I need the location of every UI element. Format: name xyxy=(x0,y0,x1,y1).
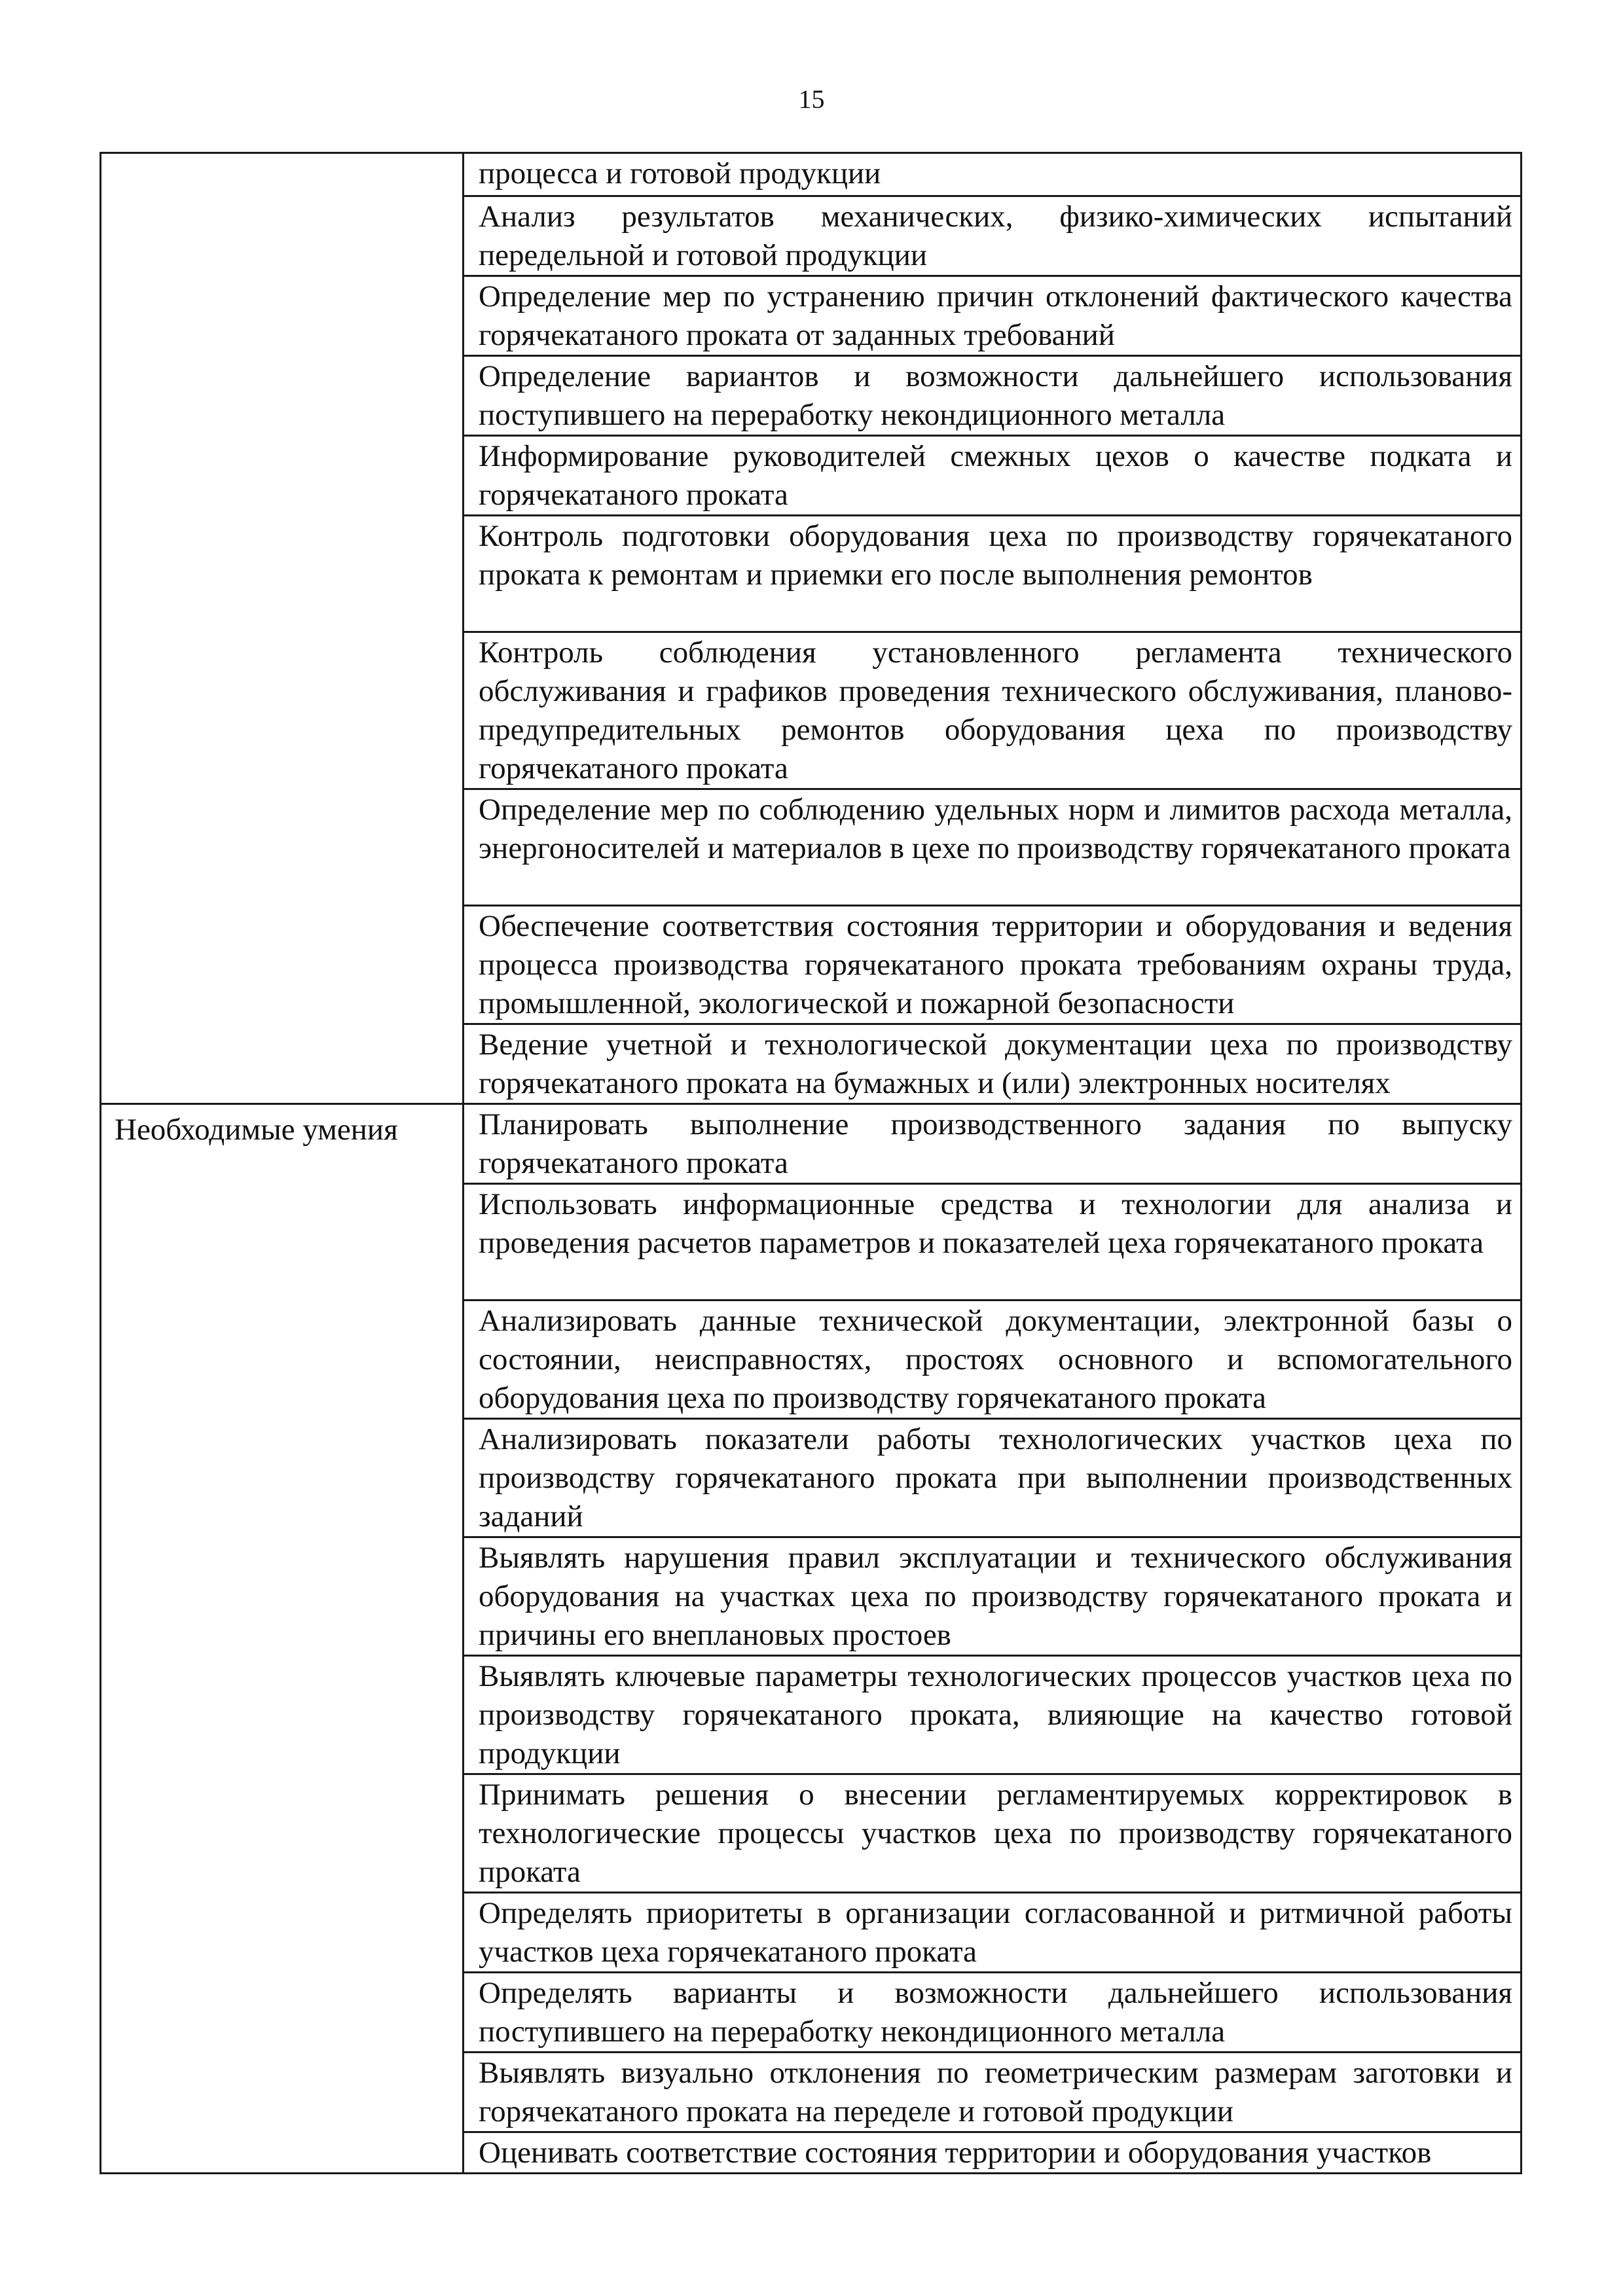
category-label: Необходимые умения xyxy=(115,1113,398,1147)
requirement-cell xyxy=(464,1774,1522,1893)
requirement-text: Определять варианты и возможности дальнейшего использования поступившего на переработку некондиционного металла xyxy=(479,1976,1512,2049)
requirement-cell xyxy=(464,1104,1522,1184)
requirements-table xyxy=(100,152,1522,2174)
requirement-text: Выявлять ключевые параметры технологических процессов участков цеха по производству горячекатаного проката, влияющие на качество готовой продукции xyxy=(479,1659,1512,1770)
requirement-cell xyxy=(464,1024,1522,1104)
requirement-text: Анализировать данные технической документации, электронной базы о состоянии, неисправностях, простоях основного и вспомогательного оборудования цеха по производству горячекатаного проката xyxy=(479,1304,1512,1415)
requirement-cell xyxy=(464,276,1522,356)
requirement-text: Определять приоритеты в организации согласованной и ритмичной работы участков цеха горячекатаного проката xyxy=(479,1896,1512,1969)
requirement-text: Определение вариантов и возможности дальнейшего использования поступившего на переработку некондиционного металла xyxy=(479,359,1512,432)
requirement-cell xyxy=(464,1537,1522,1656)
table-row xyxy=(101,1104,1522,1184)
requirement-cell xyxy=(464,2132,1522,2174)
table-row xyxy=(101,153,1522,196)
requirement-text: Информирование руководителей смежных цехов о качестве подката и горячекатаного проката xyxy=(479,439,1512,512)
requirement-cell xyxy=(464,356,1522,436)
requirement-cell xyxy=(464,906,1522,1024)
requirement-cell xyxy=(464,1973,1522,2053)
requirement-text: Анализировать показатели работы технологических участков цеха по производству горячекатаного проката при выполнении производственных заданий xyxy=(479,1422,1512,1534)
category-cell-work-actions xyxy=(101,153,464,1104)
requirement-text: Выявлять нарушения правил эксплуатации и технического обслуживания оборудования на участках цеха по производству горячекатаного проката и причины его внеплановых простоев xyxy=(479,1541,1512,1652)
requirement-text: Планировать выполнение производственного задания по выпуску горячекатаного проката xyxy=(479,1107,1512,1180)
requirement-text: Определение мер по соблюдению удельных норм и лимитов расхода металла, энергоносителей и материалов в цехе по производству горячекатаного проката xyxy=(479,793,1512,865)
requirement-cell xyxy=(464,516,1522,632)
requirement-text: Контроль подготовки оборудования цеха по производству горячекатаного проката к ремонтам и приемки его после выполнения ремонтов xyxy=(479,519,1512,592)
requirement-cell xyxy=(464,1184,1522,1300)
requirement-cell xyxy=(464,789,1522,906)
requirement-cell xyxy=(464,153,1522,196)
requirement-text: Анализ результатов механических, физико-химических испытаний передельной и готовой продукции xyxy=(479,200,1512,272)
requirement-cell xyxy=(464,1656,1522,1774)
requirement-text: Определение мер по устранению причин отклонений фактического качества горячекатаного проката от заданных требований xyxy=(479,279,1512,352)
requirement-text: Контроль соблюдения установленного регламента технического обслуживания и графиков проведения технического обслуживания, планово-предупредительных ремонтов оборудования цеха по производству горячекатаного проката xyxy=(479,636,1512,785)
requirement-cell xyxy=(464,1300,1522,1419)
requirement-cell xyxy=(464,2053,1522,2132)
requirement-cell xyxy=(464,1893,1522,1973)
requirement-text: процесса и готовой продукции xyxy=(479,156,881,190)
requirement-cell xyxy=(464,1419,1522,1537)
requirement-text: Принимать решения о внесении регламентируемых корректировок в технологические процессы участков цеха по производству горячекатаного проката xyxy=(479,1778,1512,1889)
requirement-text: Оценивать соответствие состояния территории и оборудования участков xyxy=(479,2136,1432,2170)
requirement-cell xyxy=(464,436,1522,516)
requirement-cell xyxy=(464,632,1522,789)
requirement-text: Обеспечение соответствия состояния территории и оборудования и ведения процесса производства горячекатаного проката требованиям охраны труда, промышленной, экологической и пожарной безопасности xyxy=(479,909,1512,1020)
requirement-text: Ведение учетной и технологической документации цеха по производству горячекатаного проката на бумажных и (или) электронных носителях xyxy=(479,1028,1512,1100)
requirement-text: Выявлять визуально отклонения по геометрическим размерам заготовки и горячекатаного проката на переделе и готовой продукции xyxy=(479,2056,1512,2128)
page-number: 15 xyxy=(798,84,825,114)
category-cell-required-skills xyxy=(101,1104,464,2174)
requirement-text: Использовать информационные средства и технологии для анализа и проведения расчетов параметров и показателей цеха горячекатаного проката xyxy=(479,1187,1512,1260)
category-label xyxy=(101,154,462,160)
requirement-cell xyxy=(464,196,1522,276)
